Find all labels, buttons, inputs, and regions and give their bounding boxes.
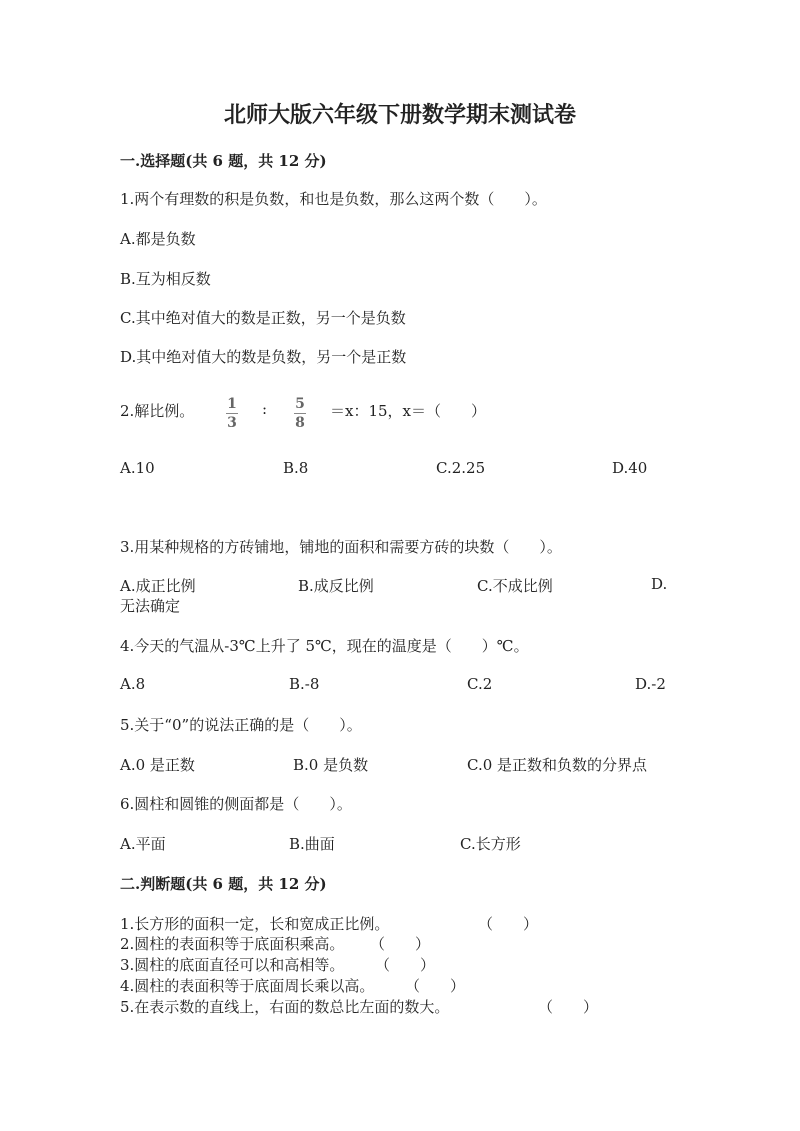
question-2-option-d: D.40 xyxy=(612,459,648,477)
question-6-option-c: C.长方形 xyxy=(460,835,521,853)
fraction-bar xyxy=(226,413,238,414)
question-6-option-a: A.平面 xyxy=(120,835,166,853)
judgement-item-5-blank: （ ） xyxy=(538,998,599,1016)
fraction-denominator: 8 xyxy=(295,415,305,431)
question-4-option-c: C.2 xyxy=(467,675,493,693)
judgement-item-1: 1.长方形的面积一定，长和宽成正比例。 xyxy=(120,915,390,933)
judgement-item-4-blank: （ ） xyxy=(405,977,466,995)
question-2-option-c: C.2.25 xyxy=(436,459,486,477)
judgement-item-3: 3.圆柱的底面直径可以和高相等。 xyxy=(120,956,345,974)
question-6-stem: 6.圆柱和圆锥的侧面都是（ ）。 xyxy=(120,795,352,813)
section-heading-judgement: 二.判断题(共 6 题，共 12 分) xyxy=(120,875,327,893)
question-5-stem: 5.关于“0”的说法正确的是（ ）。 xyxy=(120,716,362,734)
question-2-option-b: B.8 xyxy=(283,459,309,477)
question-5-option-c: C.0 是正数和负数的分界点 xyxy=(467,756,648,774)
question-3-option-d: D. xyxy=(651,575,668,593)
question-3-stem: 3.用某种规格的方砖铺地，铺地的面积和需要方砖的块数（ ）。 xyxy=(120,538,562,556)
page-title: 北师大版六年级下册数学期末测试卷 xyxy=(223,102,576,128)
judgement-item-2-blank: （ ） xyxy=(370,935,431,953)
judgement-item-2: 2.圆柱的表面积等于底面积乘高。 xyxy=(120,935,345,953)
fraction-one-third xyxy=(226,396,238,431)
question-2-stem-prefix: 2.解比例。 xyxy=(120,402,195,420)
question-3-option-b: B.成反比例 xyxy=(298,577,374,595)
question-1-option-a: A.都是负数 xyxy=(120,230,196,248)
judgement-item-1-blank: （ ） xyxy=(478,915,539,933)
question-1-stem: 1.两个有理数的积是负数，和也是负数，那么这两个数（ ）。 xyxy=(120,190,547,208)
judgement-item-3-blank: （ ） xyxy=(375,956,436,974)
fraction-five-eighths xyxy=(294,396,306,431)
question-4-option-b: B.-8 xyxy=(289,675,320,693)
question-1-option-b: B.互为相反数 xyxy=(120,270,211,288)
section-heading-choice: 一.选择题(共 6 题，共 12 分) xyxy=(120,152,327,170)
fraction-numerator: 5 xyxy=(295,396,305,412)
question-5-option-a: A.0 是正数 xyxy=(120,756,195,774)
question-4-option-d: D.-2 xyxy=(635,675,666,693)
question-6-option-b: B.曲面 xyxy=(289,835,335,853)
question-4-stem: 4.今天的气温从-3℃上升了 5℃，现在的温度是（ ）℃。 xyxy=(120,637,529,655)
question-3-option-d-text: 无法确定 xyxy=(120,597,181,615)
question-2-option-a: A.10 xyxy=(120,459,155,477)
ratio-colon: : xyxy=(262,400,268,418)
judgement-item-5: 5.在表示数的直线上，右面的数总比左面的数大。 xyxy=(120,998,450,1016)
judgement-item-4: 4.圆柱的表面积等于底面周长乘以高。 xyxy=(120,977,375,995)
question-5-option-b: B.0 是负数 xyxy=(293,756,369,774)
fraction-bar xyxy=(294,413,306,414)
fraction-denominator: 3 xyxy=(227,415,237,431)
question-1-option-d: D.其中绝对值大的数是负数，另一个是正数 xyxy=(120,348,407,366)
question-3-option-a: A.成正比例 xyxy=(120,577,196,595)
question-1-option-c: C.其中绝对值大的数是正数，另一个是负数 xyxy=(120,309,406,327)
question-4-option-a: A.8 xyxy=(120,675,146,693)
fraction-numerator: 1 xyxy=(227,396,237,412)
question-3-option-c: C.不成比例 xyxy=(477,577,553,595)
question-2-stem-suffix: ＝x：15，x＝（ ） xyxy=(330,402,487,420)
